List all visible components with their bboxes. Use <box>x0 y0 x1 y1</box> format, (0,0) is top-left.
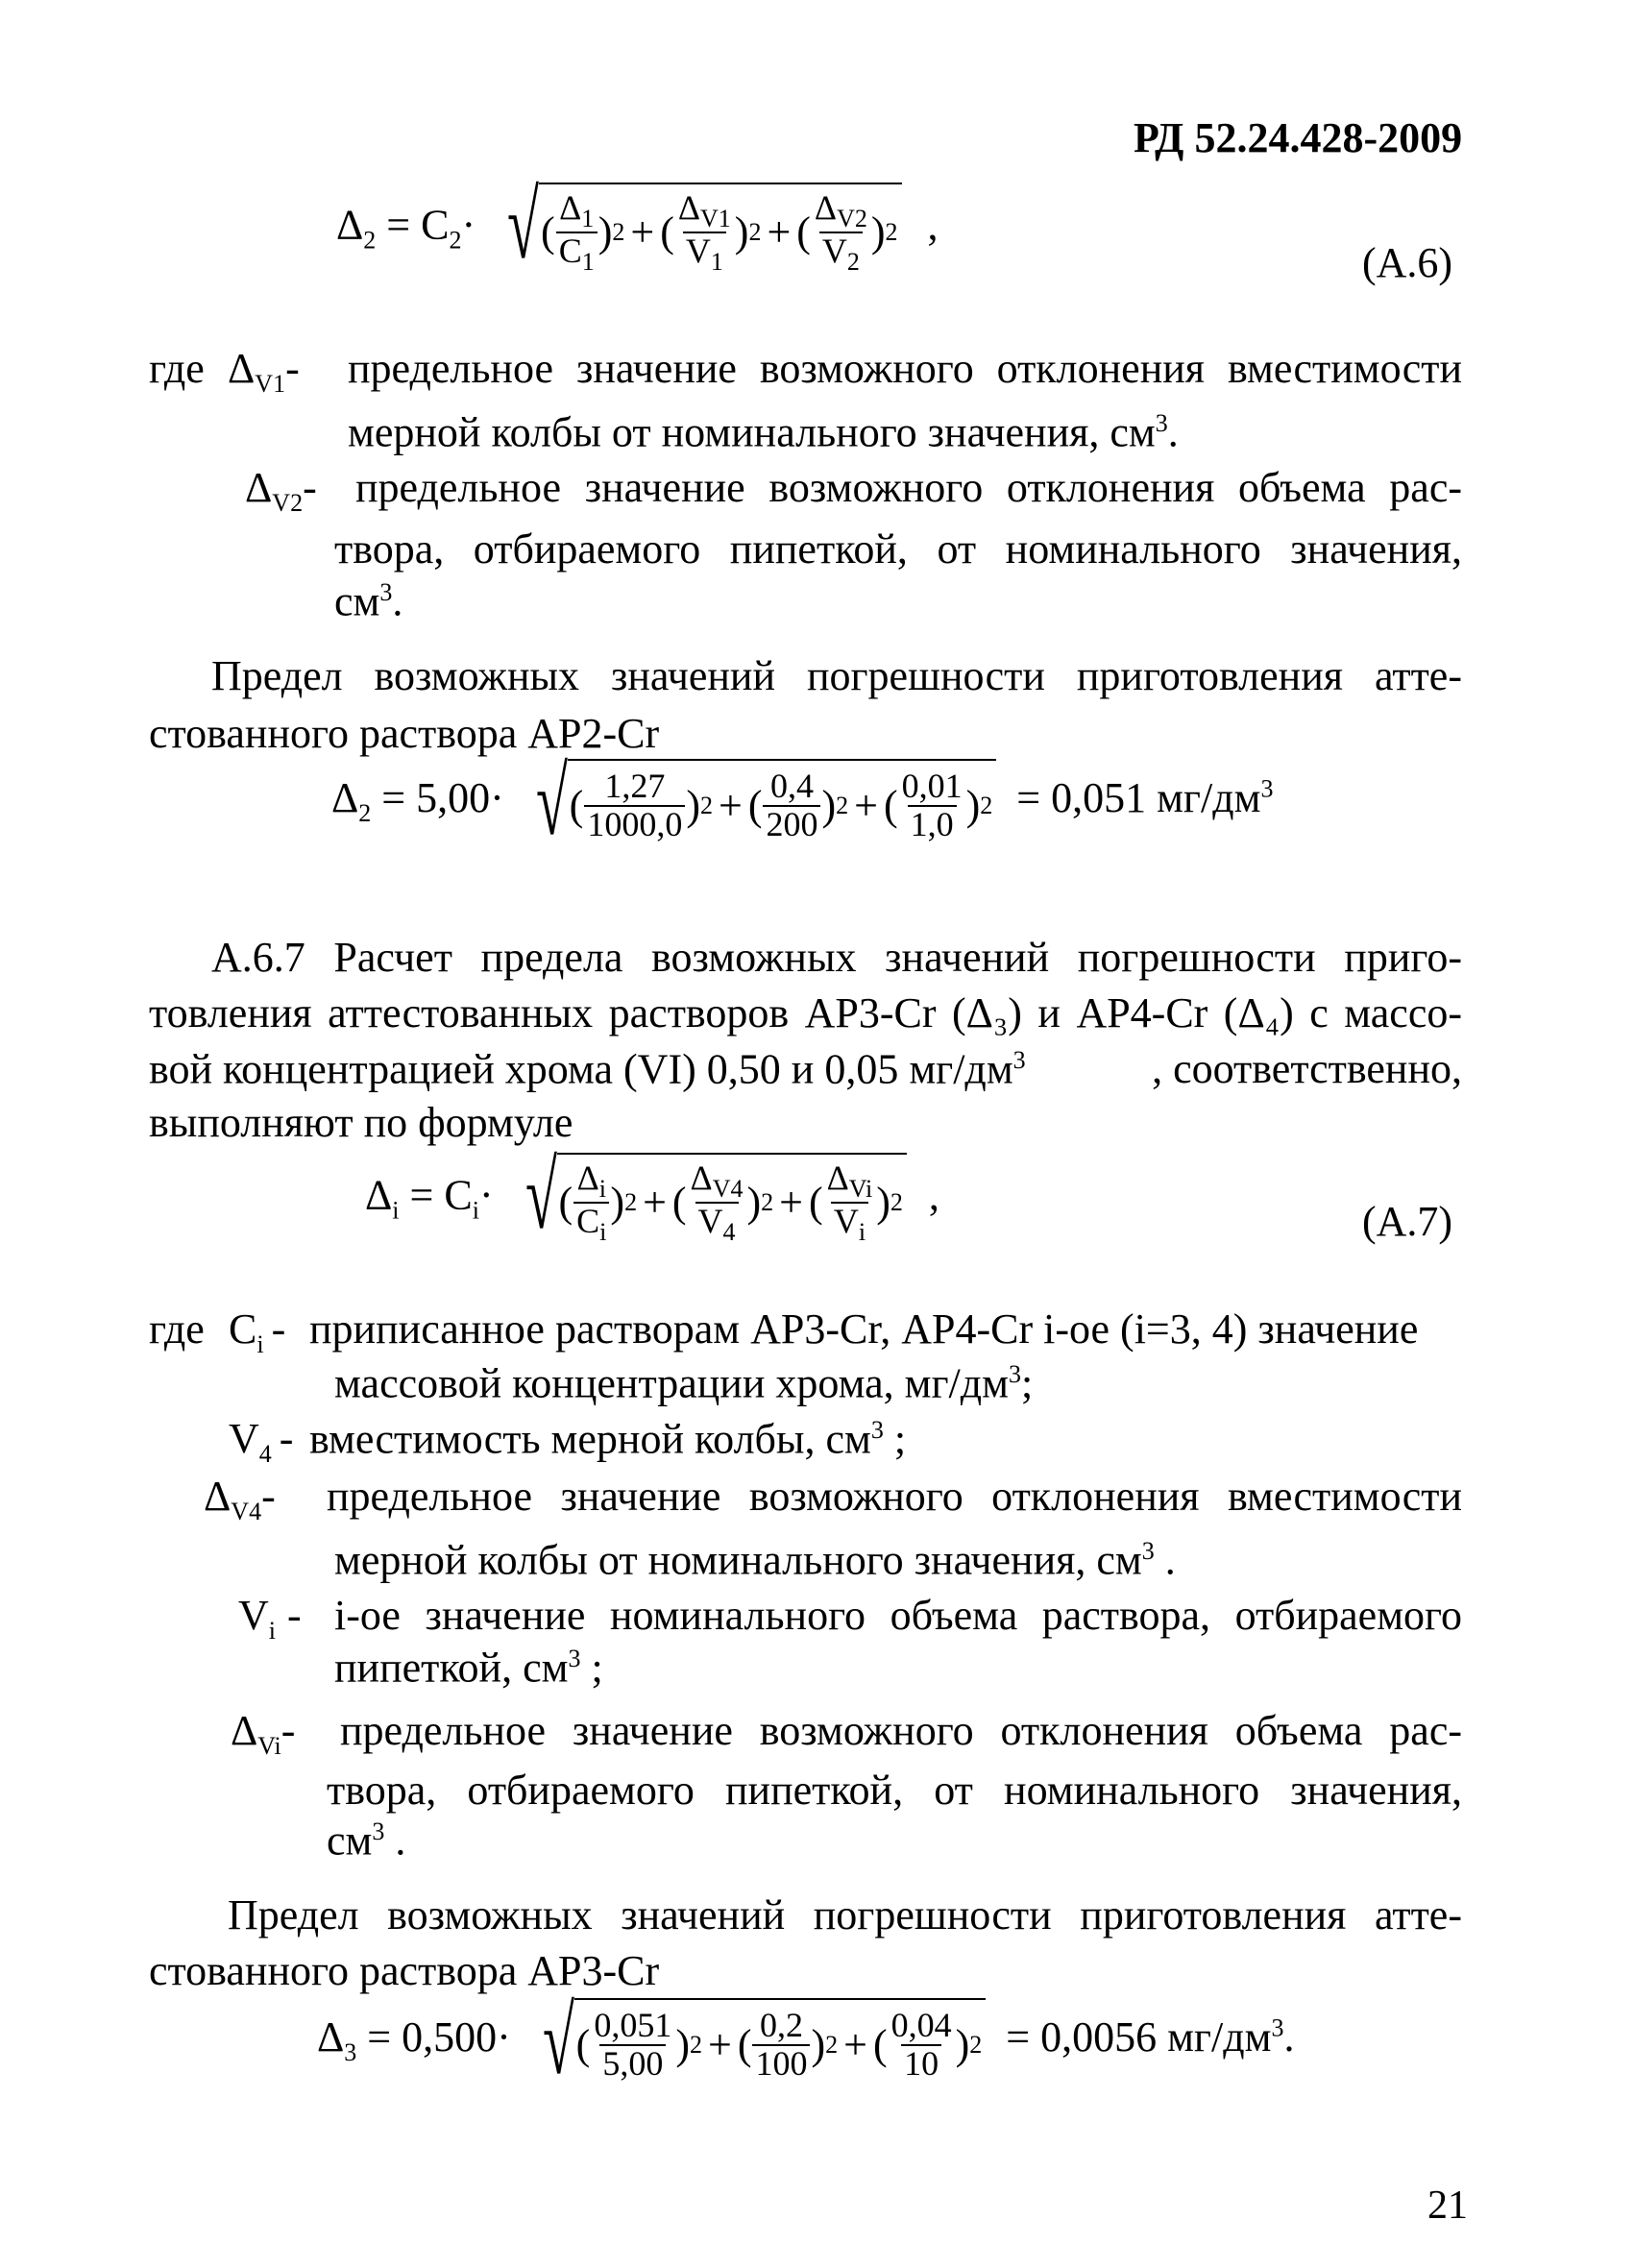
def-text: $см^3$ . <box>327 1817 406 1865</box>
equation-ap3: $\Delta_3 = 0,500\cdot$ √ ( $\frac{0,051}{5,00}$ ) 2 + ( $\frac{0,2}{100}$ ) 2 + ( $\frac{0,04}{10}$ ) 2 = 0,0056 $мг/дм^3$. <box>317 1988 1295 2094</box>
equation-ap2: $\Delta_2 = 5,00\cdot$ √ ( $\frac{1,27}{1000,0}$ ) 2 + ( $\frac{0,4}{200}$ ) 2 + ( $\frac{0,01}{1,0}$ ) 2 = 0,051 $мг/дм^3$ <box>331 748 1274 855</box>
page-number: 21 <box>1427 2183 1468 2228</box>
paragraph: вой концентрацией хрома (VI) 0,50 и 0,05 $мг/дм^3$ , соответственно, <box>149 1045 1462 1093</box>
def-text: мерной колбы от номинального значения, $см^3$. <box>348 408 1179 456</box>
def-text: предельное значение возможного отклонения объема рас- <box>340 1707 1462 1754</box>
equation-a7: $\Delta_i = C_i\cdot$ √ ( $\frac{\Delta_i}{C_i}$ ) 2 + ( $\frac{\Delta_{V4}}{V_4}$ ) 2 + ( $\frac{\Delta_{Vi}}{V_i}$ ) 2 , <box>365 1142 939 1249</box>
paragraph: Предел возможных значений погрешности приготовления атте- <box>211 652 1462 699</box>
def-symbol: $V_4$ - <box>229 1415 294 1468</box>
equation-label-a7: (А.7) <box>1362 1198 1453 1245</box>
def-symbol: $C_i$ - <box>229 1305 286 1358</box>
def-text: мерной колбы от номинального значения, $см^3$ . <box>334 1536 1176 1584</box>
def-symbol: $\Delta_{V1}-$ <box>228 345 300 398</box>
def-lead: где <box>149 1305 205 1353</box>
def-symbol: $\Delta_{Vi}-$ <box>231 1707 296 1760</box>
def-text: предельное значение возможного отклонения объема рас- <box>355 464 1462 511</box>
def-text: i-ое значение номинального объема раствора, отбираемого <box>334 1592 1462 1639</box>
def-text: предельное значение возможного отклонения вместимости <box>348 345 1462 392</box>
equation-label-a6: (А.6) <box>1362 239 1453 286</box>
def-symbol: $\Delta_{V4}-$ <box>204 1473 276 1525</box>
def-text: $см^3$. <box>334 577 403 625</box>
paragraph: товления аттестованных растворов АР3-Cr (Δ₃) и АР4-Cr (Δ₄) с массо- <box>149 989 1462 1036</box>
def-text: предельное значение возможного отклонения вместимости <box>327 1473 1462 1520</box>
document-code: РД 52.24.428-2009 <box>1134 114 1463 161</box>
def-text: твора, отбираемого пипеткой, от номинального значения, <box>334 525 1462 573</box>
paragraph: стованного раствора АР2-Cr <box>149 710 660 757</box>
def-text: вместимость мерной колбы, $см^3$ ; <box>309 1415 907 1463</box>
paragraph: Предел возможных значений погрешности приготовления атте- <box>228 1891 1462 1939</box>
def-text: твора, отбираемого пипеткой, от номинального значения, <box>327 1767 1462 1814</box>
def-lead: где <box>149 345 205 392</box>
def-symbol: $\Delta_{V2}-$ <box>245 464 317 517</box>
paragraph: выполняют по формуле <box>149 1099 573 1146</box>
paragraph: стованного раствора АР3-Cr <box>149 1947 660 1994</box>
def-text: приписанное растворам АР3-Cr, АР4-Cr i-ое (i=3, 4) значение <box>309 1305 1419 1353</box>
paragraph: А.6.7 Расчет предела возможных значений погрешности приго- <box>211 934 1462 981</box>
equation-a6: $\Delta_2 = C_2\cdot$ √ ( $\frac{\Delta_1}{C_1}$ ) 2 + ( $\frac{\Delta_{V1}}{V_1}$ ) 2 + ( $\frac{\Delta_{V2}}{V_2}$ ) 2 , <box>336 172 939 279</box>
def-text: пипеткой, $см^3$ ; <box>334 1644 603 1692</box>
def-text: массовой концентрации хрома, $мг/дм^3$; <box>334 1359 1034 1407</box>
def-symbol: $V_i$ - <box>238 1592 302 1645</box>
